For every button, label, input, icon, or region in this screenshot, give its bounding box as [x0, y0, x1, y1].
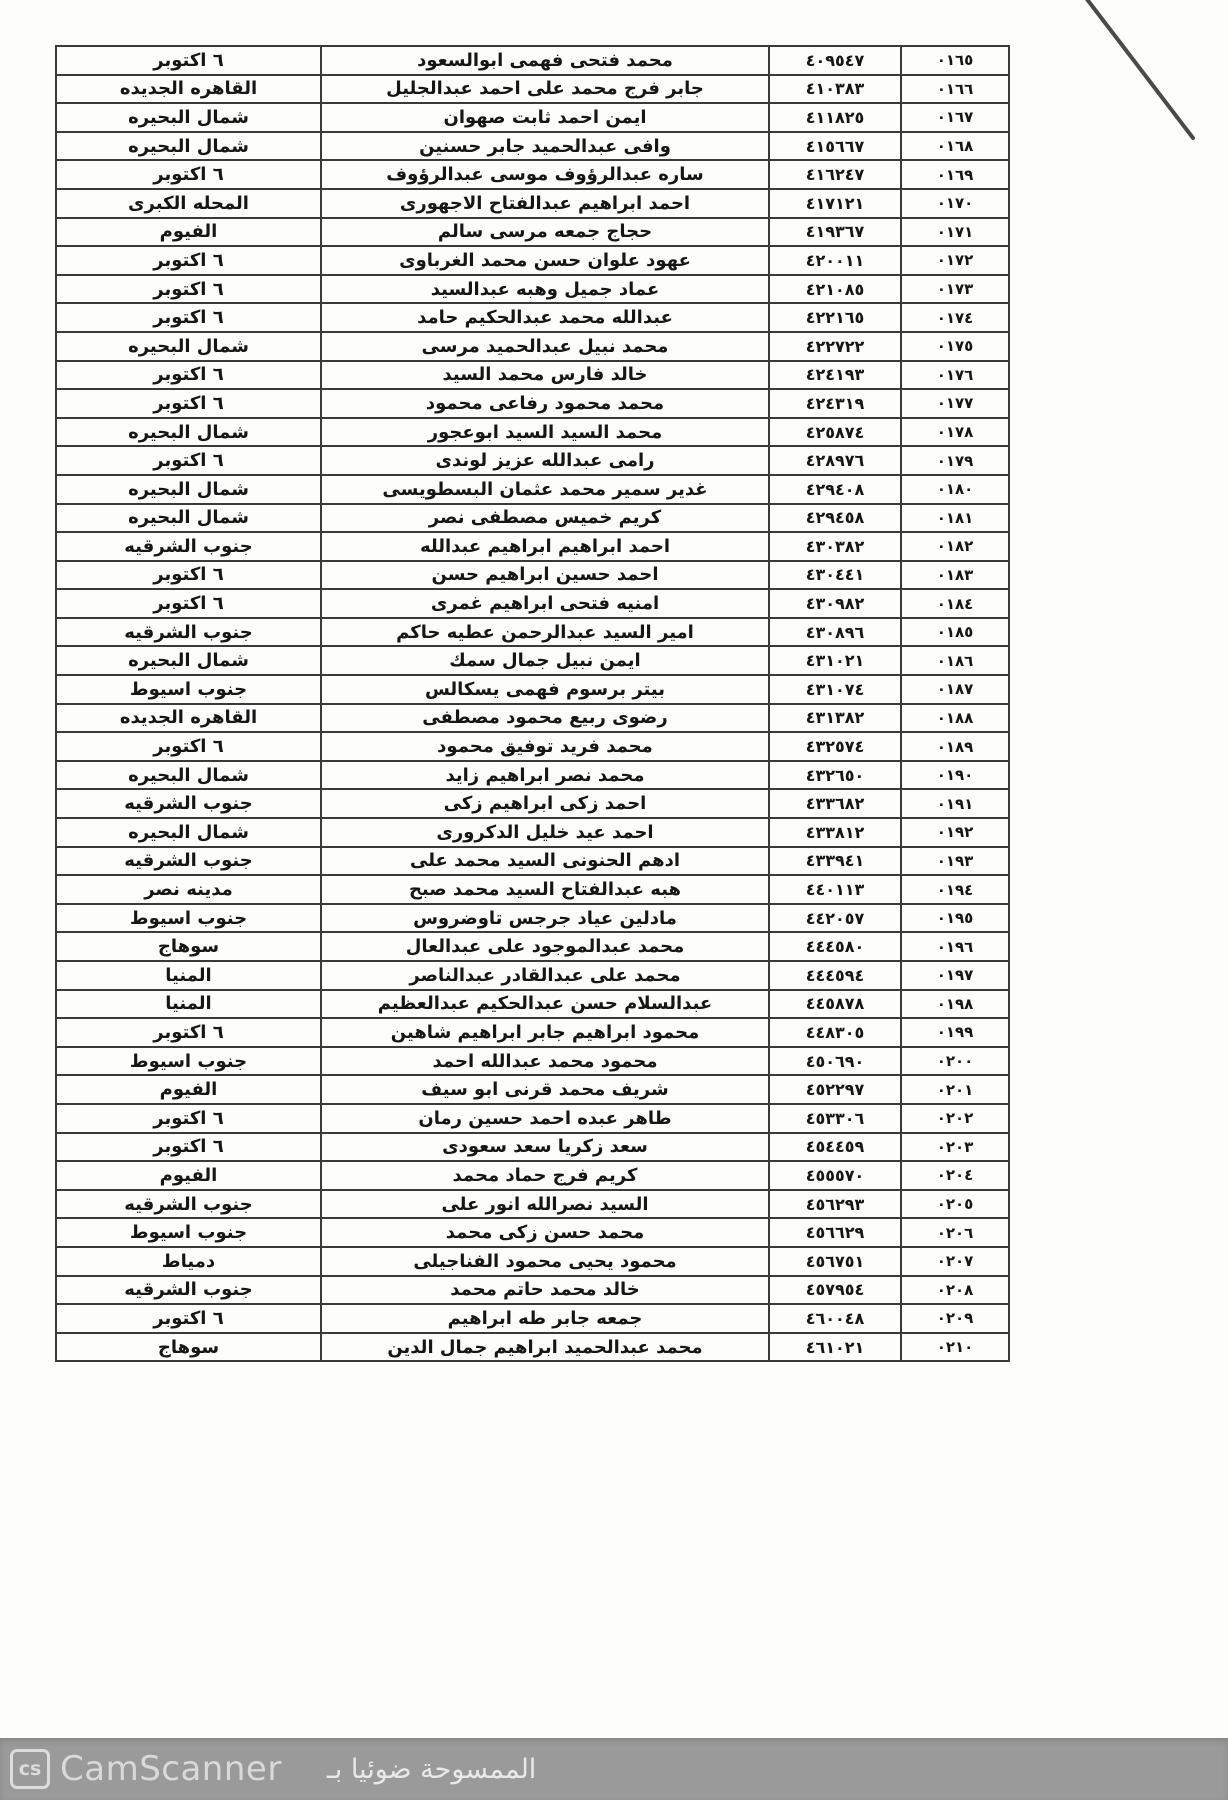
cell-serial: ٠٢٠٦ [901, 1218, 1009, 1247]
cell-name: بيتر برسوم فهمى يسكالس [321, 675, 769, 704]
table-row [56, 1218, 1009, 1247]
cell-code: ٤٣٠٤٤١ [769, 561, 901, 590]
cell-name: حجاج جمعه مرسى سالم [321, 218, 769, 247]
cell-name: شريف محمد قرنى ابو سيف [321, 1075, 769, 1104]
cell-name: احمد ابراهيم ابراهيم عبدالله [321, 532, 769, 561]
cell-serial: ٠١٩٣ [901, 847, 1009, 876]
cell-serial: ٠١٧٨ [901, 418, 1009, 447]
cell-name: السيد نصرالله انور على [321, 1190, 769, 1219]
cell-governorate: ٦ اكتوبر [56, 732, 321, 761]
cell-serial: ٠١٩٨ [901, 990, 1009, 1019]
cell-code: ٤٣٣٩٤١ [769, 847, 901, 876]
table-row [56, 246, 1009, 275]
cell-code: ٤٢٤٣١٩ [769, 389, 901, 418]
cell-name: محمد السيد السيد ابوعجور [321, 418, 769, 447]
cell-serial: ٠١٨٣ [901, 561, 1009, 590]
cell-governorate: ٦ اكتوبر [56, 389, 321, 418]
cell-name: ساره عبدالرؤوف موسى عبدالرؤوف [321, 160, 769, 189]
cell-serial: ٠١٧٢ [901, 246, 1009, 275]
cell-serial: ٠٢٠٣ [901, 1133, 1009, 1162]
cell-serial: ٠٢٠٩ [901, 1304, 1009, 1333]
cell-code: ٤٥٤٤٥٩ [769, 1133, 901, 1162]
cell-code: ٤٢٩٤٠٨ [769, 475, 901, 504]
cell-serial: ٠١٩٦ [901, 932, 1009, 961]
table-row [56, 761, 1009, 790]
records-body [56, 46, 1009, 1361]
table-row [56, 218, 1009, 247]
cell-name: عماد جميل وهبه عبدالسيد [321, 275, 769, 304]
cell-code: ٤٤٢٠٥٧ [769, 904, 901, 933]
cell-code: ٤١٠٣٨٣ [769, 75, 901, 104]
cell-name: محمد نبيل عبدالحميد مرسى [321, 332, 769, 361]
cell-governorate: ٦ اكتوبر [56, 275, 321, 304]
cell-name: محمد فريد توفيق محمود [321, 732, 769, 761]
cell-serial: ٠٢١٠ [901, 1333, 1009, 1362]
cell-serial: ٠١٦٩ [901, 160, 1009, 189]
table-row [56, 132, 1009, 161]
cell-name: محمد عبدالحميد ابراهيم جمال الدين [321, 1333, 769, 1362]
camscanner-bar [0, 1738, 1228, 1800]
cell-name: مادلين عياد جرجس تاوضروس [321, 904, 769, 933]
cell-serial: ٠١٨٢ [901, 532, 1009, 561]
cell-governorate: شمال البحيره [56, 103, 321, 132]
cell-code: ٤٥٠٦٩٠ [769, 1047, 901, 1076]
cell-governorate: الفيوم [56, 218, 321, 247]
cell-code: ٤٢٤١٩٣ [769, 361, 901, 390]
cell-name: محمود محمد عبدالله احمد [321, 1047, 769, 1076]
cell-code: ٤٣١٠٢١ [769, 646, 901, 675]
cell-serial: ٠١٩٢ [901, 818, 1009, 847]
cell-serial: ٠٢٠٢ [901, 1104, 1009, 1133]
cell-serial: ٠١٩٩ [901, 1018, 1009, 1047]
cell-name: محمد حسن زكى محمد [321, 1218, 769, 1247]
cell-code: ٤٤٤٥٨٠ [769, 932, 901, 961]
cell-governorate: جنوب الشرقيه [56, 1190, 321, 1219]
cell-code: ٤٥٥٥٧٠ [769, 1161, 901, 1190]
cell-governorate: الفيوم [56, 1075, 321, 1104]
cell-code: ٤١٩٣٦٧ [769, 218, 901, 247]
cell-governorate: ٦ اكتوبر [56, 589, 321, 618]
cell-code: ٤٣١٣٨٢ [769, 704, 901, 733]
cell-governorate: المنيا [56, 990, 321, 1019]
table-row [56, 1247, 1009, 1276]
cell-code: ٤١٥٦٦٧ [769, 132, 901, 161]
cell-governorate: شمال البحيره [56, 818, 321, 847]
cell-governorate: ٦ اكتوبر [56, 46, 321, 75]
table-row [56, 646, 1009, 675]
table-row [56, 1018, 1009, 1047]
cell-governorate: مدينه نصر [56, 875, 321, 904]
cell-governorate: جنوب الشرقيه [56, 847, 321, 876]
cell-serial: ٠١٦٨ [901, 132, 1009, 161]
cell-serial: ٠١٧٩ [901, 446, 1009, 475]
cell-code: ٤٦١٠٢١ [769, 1333, 901, 1362]
cell-code: ٤٦٠٠٤٨ [769, 1304, 901, 1333]
cell-code: ٤٢٥٨٧٤ [769, 418, 901, 447]
cell-name: محمود يحيى محمود الفناجيلى [321, 1247, 769, 1276]
cell-name: رامى عبدالله عزيز لوندى [321, 446, 769, 475]
cell-code: ٤٥٦٧٥١ [769, 1247, 901, 1276]
cell-serial: ٠١٩١ [901, 789, 1009, 818]
table-row [56, 1133, 1009, 1162]
cell-governorate: الفيوم [56, 1161, 321, 1190]
records-table [55, 45, 1010, 1362]
cell-code: ٤٥٦٦٢٩ [769, 1218, 901, 1247]
table-row [56, 418, 1009, 447]
cell-code: ٤٤٠١١٣ [769, 875, 901, 904]
cell-serial: ٠١٧٠ [901, 189, 1009, 218]
table-row [56, 732, 1009, 761]
table-row [56, 561, 1009, 590]
cell-name: كريم خميس مصطفى نصر [321, 504, 769, 533]
cell-name: هبه عبدالفتاح السيد محمد صبح [321, 875, 769, 904]
cell-code: ٤٤٤٥٩٤ [769, 961, 901, 990]
cell-governorate: المنيا [56, 961, 321, 990]
cell-serial: ٠٢٠١ [901, 1075, 1009, 1104]
cell-code: ٤٤٥٨٧٨ [769, 990, 901, 1019]
cell-governorate: شمال البحيره [56, 475, 321, 504]
table-row [56, 847, 1009, 876]
cell-name: احمد حسين ابراهيم حسن [321, 561, 769, 590]
cell-governorate: ٦ اكتوبر [56, 446, 321, 475]
cell-code: ٤٠٩٥٤٧ [769, 46, 901, 75]
cell-serial: ٠١٧٧ [901, 389, 1009, 418]
table-row [56, 1075, 1009, 1104]
cell-code: ٤٣٠٩٨٢ [769, 589, 901, 618]
table-row [56, 1276, 1009, 1305]
cell-governorate: سوهاج [56, 1333, 321, 1362]
cell-code: ٤٥٣٣٠٦ [769, 1104, 901, 1133]
cell-governorate: ٦ اكتوبر [56, 160, 321, 189]
cell-name: طاهر عبده احمد حسين رمان [321, 1104, 769, 1133]
cell-serial: ٠١٧١ [901, 218, 1009, 247]
cell-governorate: جنوب الشرقيه [56, 618, 321, 647]
table-row [56, 275, 1009, 304]
cell-code: ٤١٧١٢١ [769, 189, 901, 218]
table-row [56, 75, 1009, 104]
cell-serial: ٠١٩٧ [901, 961, 1009, 990]
cell-serial: ٠١٨٧ [901, 675, 1009, 704]
cell-serial: ٠١٩٤ [901, 875, 1009, 904]
cell-governorate: ٦ اكتوبر [56, 1304, 321, 1333]
cell-name: غدير سمير محمد عثمان البسطويسى [321, 475, 769, 504]
cell-serial: ٠٢٠٠ [901, 1047, 1009, 1076]
table-row [56, 1304, 1009, 1333]
cell-serial: ٠١٧٦ [901, 361, 1009, 390]
cell-name: خالد محمد حاتم محمد [321, 1276, 769, 1305]
cell-code: ٤٢٩٤٥٨ [769, 504, 901, 533]
cell-serial: ٠١٧٣ [901, 275, 1009, 304]
cell-serial: ٠١٦٧ [901, 103, 1009, 132]
camscanner-logo-icon [10, 1749, 50, 1789]
table-row [56, 704, 1009, 733]
cell-serial: ٠١٨٤ [901, 589, 1009, 618]
table-row [56, 1333, 1009, 1362]
table-row [56, 932, 1009, 961]
cell-name: محمد نصر ابراهيم زايد [321, 761, 769, 790]
table-row [56, 618, 1009, 647]
cell-code: ٤٣٠٣٨٢ [769, 532, 901, 561]
cell-code: ٤٤٨٣٠٥ [769, 1018, 901, 1047]
cell-governorate: جنوب الشرقيه [56, 1276, 321, 1305]
cell-name: امير السيد عبدالرحمن عطيه حاكم [321, 618, 769, 647]
cell-governorate: القاهره الجديده [56, 75, 321, 104]
cell-code: ٤٢٨٩٧٦ [769, 446, 901, 475]
cell-governorate: ٦ اكتوبر [56, 361, 321, 390]
cell-governorate: شمال البحيره [56, 132, 321, 161]
cell-governorate: شمال البحيره [56, 332, 321, 361]
cell-code: ٤٢٢١٦٥ [769, 303, 901, 332]
table-row [56, 189, 1009, 218]
cell-code: ٤٣٣٨١٢ [769, 818, 901, 847]
cell-code: ٤٣٠٨٩٦ [769, 618, 901, 647]
cell-code: ٤١٦٢٤٧ [769, 160, 901, 189]
cell-serial: ٠١٨١ [901, 504, 1009, 533]
cell-code: ٤٣٣٦٨٢ [769, 789, 901, 818]
cell-serial: ٠١٨٩ [901, 732, 1009, 761]
cell-code: ٤٣١٠٧٤ [769, 675, 901, 704]
cell-name: رضوى ربيع محمود مصطفى [321, 704, 769, 733]
cell-serial: ٠١٦٥ [901, 46, 1009, 75]
cell-serial: ٠١٩٠ [901, 761, 1009, 790]
cell-governorate: شمال البحيره [56, 646, 321, 675]
cell-serial: ٠٢٠٤ [901, 1161, 1009, 1190]
table-row [56, 818, 1009, 847]
cell-code: ٤٢٢٧٢٢ [769, 332, 901, 361]
cell-governorate: ٦ اكتوبر [56, 1133, 321, 1162]
cell-code: ٤٥٧٩٥٤ [769, 1276, 901, 1305]
cell-code: ٤٣٢٥٧٤ [769, 732, 901, 761]
cell-name: امنيه فتحى ابراهيم غمرى [321, 589, 769, 618]
table-row [56, 789, 1009, 818]
cell-code: ٤١١٨٢٥ [769, 103, 901, 132]
table-row [56, 1047, 1009, 1076]
cell-governorate: ٦ اكتوبر [56, 1018, 321, 1047]
table-row [56, 961, 1009, 990]
camscanner-logo-text: cs [18, 1758, 42, 1780]
watermark-text: الممسوحة ضوئيا بـ [326, 1753, 537, 1785]
table-row [56, 1190, 1009, 1219]
cell-serial: ٠٢٠٥ [901, 1190, 1009, 1219]
camscanner-wordmark: CamScanner [60, 1749, 282, 1789]
cell-governorate: شمال البحيره [56, 504, 321, 533]
table-row [56, 103, 1009, 132]
cell-code: ٤٥٦٢٩٣ [769, 1190, 901, 1219]
cell-name: جمعه جابر طه ابراهيم [321, 1304, 769, 1333]
cell-serial: ٠١٦٦ [901, 75, 1009, 104]
cell-serial: ٠٢٠٨ [901, 1276, 1009, 1305]
table-row [56, 990, 1009, 1019]
cell-governorate: جنوب اسيوط [56, 1047, 321, 1076]
cell-name: سعد زكريا سعد سعودى [321, 1133, 769, 1162]
table-row [56, 160, 1009, 189]
cell-name: عهود علوان حسن محمد الغرباوى [321, 246, 769, 275]
table-row [56, 303, 1009, 332]
cell-name: ادهم الحنونى السيد محمد على [321, 847, 769, 876]
table-row [56, 46, 1009, 75]
cell-serial: ٠١٨٠ [901, 475, 1009, 504]
cell-governorate: ٦ اكتوبر [56, 303, 321, 332]
cell-code: ٤٥٢٢٩٧ [769, 1075, 901, 1104]
cell-name: محمد فتحى فهمى ابوالسعود [321, 46, 769, 75]
cell-governorate: جنوب اسيوط [56, 675, 321, 704]
cell-governorate: ٦ اكتوبر [56, 561, 321, 590]
cell-name: ايمن نبيل جمال سمك [321, 646, 769, 675]
cell-name: ايمن احمد ثابت صهوان [321, 103, 769, 132]
cell-name: عبدالسلام حسن عبدالحكيم عبدالعظيم [321, 990, 769, 1019]
cell-serial: ٠١٨٦ [901, 646, 1009, 675]
table-row [56, 332, 1009, 361]
table-row [56, 675, 1009, 704]
cell-governorate: ٦ اكتوبر [56, 246, 321, 275]
table-row [56, 904, 1009, 933]
cell-name: جابر فرج محمد على احمد عبدالجليل [321, 75, 769, 104]
table-row [56, 1104, 1009, 1133]
cell-governorate: ٦ اكتوبر [56, 1104, 321, 1133]
table-row [56, 875, 1009, 904]
cell-governorate: جنوب الشرقيه [56, 532, 321, 561]
table-row [56, 475, 1009, 504]
cell-governorate: القاهره الجديده [56, 704, 321, 733]
table-row [56, 504, 1009, 533]
cell-name: كريم فرج حماد محمد [321, 1161, 769, 1190]
cell-code: ٤٢١٠٨٥ [769, 275, 901, 304]
cell-name: احمد زكى ابراهيم زكى [321, 789, 769, 818]
table-row [56, 446, 1009, 475]
cell-name: وافى عبدالحميد جابر حسنين [321, 132, 769, 161]
cell-name: احمد عيد خليل الدكرورى [321, 818, 769, 847]
table-row [56, 1161, 1009, 1190]
table-row [56, 361, 1009, 390]
cell-serial: ٠١٩٥ [901, 904, 1009, 933]
cell-serial: ٠٢٠٧ [901, 1247, 1009, 1276]
cell-code: ٤٣٢٦٥٠ [769, 761, 901, 790]
cell-serial: ٠١٧٥ [901, 332, 1009, 361]
cell-name: محمود ابراهيم جابر ابراهيم شاهين [321, 1018, 769, 1047]
cell-governorate: جنوب اسيوط [56, 1218, 321, 1247]
cell-name: محمد عبدالموجود على عبدالعال [321, 932, 769, 961]
cell-governorate: جنوب اسيوط [56, 904, 321, 933]
cell-code: ٤٢٠٠١١ [769, 246, 901, 275]
cell-serial: ٠١٧٤ [901, 303, 1009, 332]
cell-name: عبدالله محمد عبدالحكيم حامد [321, 303, 769, 332]
table-row [56, 389, 1009, 418]
cell-name: خالد فارس محمد السيد [321, 361, 769, 390]
table-row [56, 532, 1009, 561]
cell-name: محمد محمود رفاعى محمود [321, 389, 769, 418]
cell-name: احمد ابراهيم عبدالفتاح الاجهورى [321, 189, 769, 218]
cell-serial: ٠١٨٨ [901, 704, 1009, 733]
cell-serial: ٠١٨٥ [901, 618, 1009, 647]
cell-governorate: دمياط [56, 1247, 321, 1276]
cell-governorate: جنوب الشرقيه [56, 789, 321, 818]
cell-name: محمد على عبدالقادر عبدالناصر [321, 961, 769, 990]
cell-governorate: المحله الكبرى [56, 189, 321, 218]
cell-governorate: سوهاج [56, 932, 321, 961]
table-row [56, 589, 1009, 618]
cell-governorate: شمال البحيره [56, 761, 321, 790]
cell-governorate: شمال البحيره [56, 418, 321, 447]
